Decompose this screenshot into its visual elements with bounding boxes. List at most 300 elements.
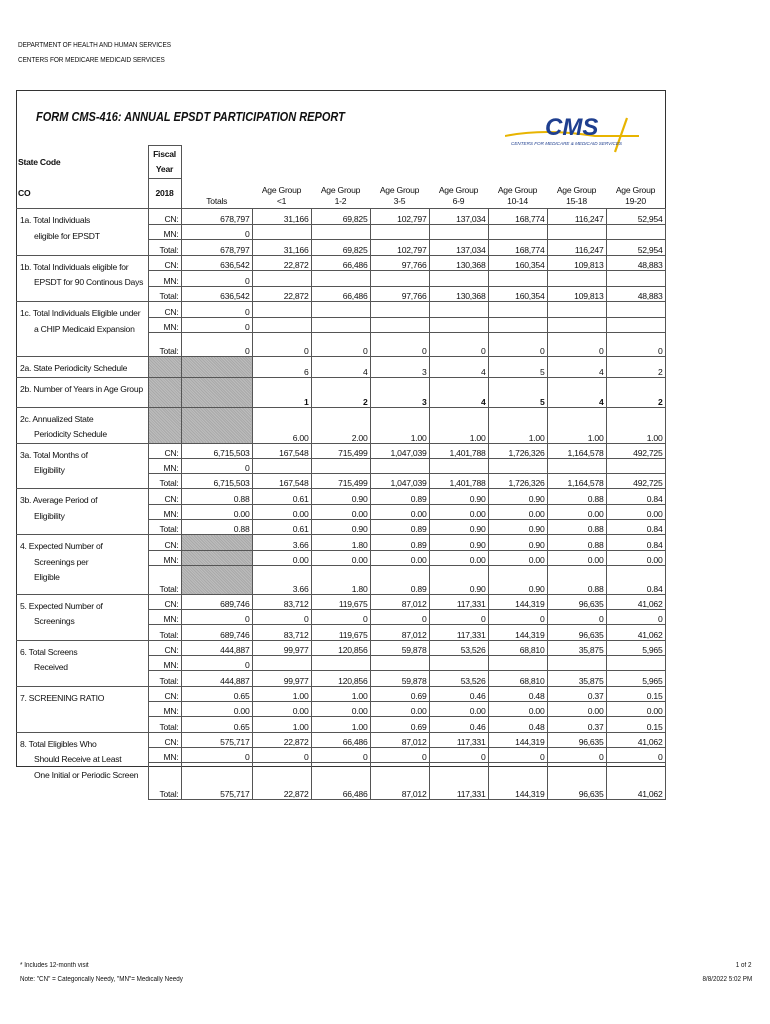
fiscal-year-label xyxy=(148,146,181,179)
r4-mn-cell-3: 0.00 xyxy=(311,550,370,565)
r6-cn-cell-4: 59,878 xyxy=(370,640,429,655)
r6-tot-cell-1: 444,887 xyxy=(181,671,252,686)
r2b-age-cell-0: 1 xyxy=(252,377,311,407)
age-header-3-title: Age Group xyxy=(438,185,479,195)
r6-cn-cell-3: 120,856 xyxy=(311,640,370,655)
r1b-cn-cell-6: 160,354 xyxy=(488,255,547,271)
r6-tot-cell-6: 68,810 xyxy=(488,671,547,686)
r5-mn-cell-0: MN: xyxy=(148,610,181,625)
r4-cn-cell-3: 1.80 xyxy=(311,535,370,550)
row-label-r5 xyxy=(16,594,148,640)
r7-tot-cell-3: 1.00 xyxy=(311,717,370,732)
r3b-mn-cell-1: 0.00 xyxy=(181,504,252,519)
age-header-2 xyxy=(370,179,429,209)
r3a-mn-cell-4 xyxy=(370,458,429,473)
age-header-2-range: 3-5 xyxy=(393,195,406,206)
cms-logo-text: CMS xyxy=(545,114,599,141)
r1c-mn-cell-2 xyxy=(252,317,311,333)
r8-tot-cell-2: 22,872 xyxy=(252,763,311,800)
r8-mn-cell-0: MN: xyxy=(148,747,181,762)
row-label-r8-line2: Should Receive at Least xyxy=(34,754,122,765)
r3a-cn-cell-6: 1,726,326 xyxy=(488,443,547,458)
r5-mn-cell-2: 0 xyxy=(252,610,311,625)
r7-tot-cell-7: 0.37 xyxy=(547,717,606,732)
r7-tot-cell-5: 0.46 xyxy=(429,717,488,732)
r1c-mn-cell-4 xyxy=(370,317,429,333)
r1a-cn-cell-2: 31,166 xyxy=(252,209,311,225)
r8-cn-cell-0: CN: xyxy=(148,732,181,747)
r3a-tot-cell-3: 715,499 xyxy=(311,474,370,489)
r3b-tot-cell-0: Total: xyxy=(148,519,181,534)
footnote-12-month: * Includes 12-month visit xyxy=(20,962,89,969)
r2c-age-cell-6: 1.00 xyxy=(606,407,665,443)
r1c-cn-cell-0: CN: xyxy=(148,302,181,318)
r5-cn-cell-0: CN: xyxy=(148,594,181,609)
r3a-cn-cell-4: 1,047,039 xyxy=(370,443,429,458)
row-label-r4-line1: 4. Expected Number of xyxy=(20,541,103,552)
age-header-0-range: <1 xyxy=(276,195,287,206)
r3b-mn-cell-3: 0.00 xyxy=(311,504,370,519)
r2c-age-cell-2: 1.00 xyxy=(370,407,429,443)
r2a-age-cell-6: 2 xyxy=(606,357,665,378)
r1b-cn-cell-3: 66,486 xyxy=(311,255,370,271)
age-header-0-title: Age Group xyxy=(261,185,302,195)
r1a-cn-cell-6: 168,774 xyxy=(488,209,547,225)
r6-mn-cell-1: 0 xyxy=(181,656,252,671)
r8-cn-cell-7: 96,635 xyxy=(547,732,606,747)
r5-tot-cell-4: 87,012 xyxy=(370,625,429,640)
row-label-r1b-line1: 1b. Total Individuals eligible for xyxy=(20,261,129,272)
r4-mn-cell-4: 0.00 xyxy=(370,550,429,565)
r1b-mn-cell-7 xyxy=(547,271,606,287)
r2b-type-cell xyxy=(148,377,181,407)
r4-tot-cell-0: Total: xyxy=(148,565,181,594)
r1c-tot-cell-3: 0 xyxy=(311,333,370,357)
r1a-tot-cell-7: 116,247 xyxy=(547,240,606,256)
r4-cn-cell-2: 3.66 xyxy=(252,535,311,550)
r7-cn-cell-4: 0.69 xyxy=(370,686,429,701)
row-label-r6 xyxy=(16,640,148,686)
r4-cn-cell-6: 0.90 xyxy=(488,535,547,550)
row-label-r3a-line1: 3a. Total Months of xyxy=(20,449,88,460)
row-label-r7 xyxy=(16,686,148,732)
r8-mn-cell-6: 0 xyxy=(488,747,547,762)
r7-mn-cell-1: 0.00 xyxy=(181,701,252,716)
r8-tot-cell-8: 41,062 xyxy=(606,763,665,800)
row-label-r2c xyxy=(16,407,148,443)
r3a-cn-cell-0: CN: xyxy=(148,443,181,458)
r3a-cn-cell-8: 492,725 xyxy=(606,443,665,458)
r3b-mn-cell-4: 0.00 xyxy=(370,504,429,519)
r6-cn-cell-2: 99,977 xyxy=(252,640,311,655)
r1b-cn-cell-8: 48,883 xyxy=(606,255,665,271)
r1a-cn-cell-3: 69,825 xyxy=(311,209,370,225)
r1c-mn-cell-1: 0 xyxy=(181,317,252,333)
r6-tot-cell-7: 35,875 xyxy=(547,671,606,686)
r1b-tot-cell-0: Total: xyxy=(148,286,181,302)
r6-tot-cell-4: 59,878 xyxy=(370,671,429,686)
r3a-tot-cell-6: 1,726,326 xyxy=(488,474,547,489)
r4-cn-cell-1 xyxy=(181,535,252,550)
r5-tot-cell-2: 83,712 xyxy=(252,625,311,640)
r2a-age-cell-5: 4 xyxy=(547,357,606,378)
form-title: FORM CMS-416: ANNUAL EPSDT PARTICIPATION REPORT xyxy=(36,110,345,124)
r2b-age-cell-4: 5 xyxy=(488,377,547,407)
r3a-tot-cell-4: 1,047,039 xyxy=(370,474,429,489)
r4-tot-cell-6: 0.90 xyxy=(488,565,547,594)
r5-mn-cell-6: 0 xyxy=(488,610,547,625)
r5-tot-cell-3: 119,675 xyxy=(311,625,370,640)
age-header-3 xyxy=(429,179,488,209)
r5-tot-cell-7: 96,635 xyxy=(547,625,606,640)
r1c-tot-cell-0: Total: xyxy=(148,333,181,357)
row-label-r1a xyxy=(16,209,148,256)
r8-mn-cell-2: 0 xyxy=(252,747,311,762)
r3a-cn-cell-3: 715,499 xyxy=(311,443,370,458)
r5-mn-cell-7: 0 xyxy=(547,610,606,625)
r3b-cn-cell-4: 0.89 xyxy=(370,489,429,504)
r1b-cn-cell-0: CN: xyxy=(148,255,181,271)
r4-mn-cell-8: 0.00 xyxy=(606,550,665,565)
r4-cn-cell-0: CN: xyxy=(148,535,181,550)
print-timestamp: 8/8/2022 5:02 PM xyxy=(702,976,752,983)
r3b-cn-cell-5: 0.90 xyxy=(429,489,488,504)
r4-mn-cell-5: 0.00 xyxy=(429,550,488,565)
r1c-tot-cell-5: 0 xyxy=(429,333,488,357)
r6-mn-cell-7 xyxy=(547,656,606,671)
r4-mn-cell-2: 0.00 xyxy=(252,550,311,565)
r3b-mn-cell-2: 0.00 xyxy=(252,504,311,519)
r1b-tot-cell-1: 636,542 xyxy=(181,286,252,302)
r3a-tot-cell-8: 492,725 xyxy=(606,474,665,489)
r1b-mn-cell-3 xyxy=(311,271,370,287)
r6-mn-cell-2 xyxy=(252,656,311,671)
totals-header: Totals xyxy=(206,195,228,206)
r7-mn-cell-3: 0.00 xyxy=(311,701,370,716)
state-code-label: State Code xyxy=(18,156,61,167)
r8-cn-cell-6: 144,319 xyxy=(488,732,547,747)
r1b-mn-cell-8 xyxy=(606,271,665,287)
r7-cn-cell-1: 0.65 xyxy=(181,686,252,701)
age-header-0 xyxy=(252,179,311,209)
r3b-tot-cell-8: 0.84 xyxy=(606,519,665,534)
r1a-mn-cell-0: MN: xyxy=(148,224,181,240)
row-label-r2a-line1: 2a. State Periodicity Schedule xyxy=(20,363,128,373)
r1b-cn-cell-5: 130,368 xyxy=(429,255,488,271)
age-header-4-title: Age Group xyxy=(497,185,538,195)
r1b-tot-cell-2: 22,872 xyxy=(252,286,311,302)
r8-tot-cell-7: 96,635 xyxy=(547,763,606,800)
r6-tot-cell-8: 5,965 xyxy=(606,671,665,686)
row-label-r5-line1: 5. Expected Number of xyxy=(20,600,103,611)
r6-cn-cell-1: 444,887 xyxy=(181,640,252,655)
r1a-tot-cell-2: 31,166 xyxy=(252,240,311,256)
department-header: DEPARTMENT OF HEALTH AND HUMAN SERVICES xyxy=(18,40,171,49)
r7-tot-cell-8: 0.15 xyxy=(606,717,665,732)
r7-mn-cell-7: 0.00 xyxy=(547,701,606,716)
r3b-tot-cell-3: 0.90 xyxy=(311,519,370,534)
r2b-age-cell-5: 4 xyxy=(547,377,606,407)
r3b-cn-cell-8: 0.84 xyxy=(606,489,665,504)
r1b-mn-cell-2 xyxy=(252,271,311,287)
r7-cn-cell-7: 0.37 xyxy=(547,686,606,701)
r1a-cn-cell-5: 137,034 xyxy=(429,209,488,225)
r2a-totals-cell xyxy=(181,357,252,378)
r8-cn-cell-8: 41,062 xyxy=(606,732,665,747)
r2b-age-cell-6: 2 xyxy=(606,377,665,407)
r1a-mn-cell-6 xyxy=(488,224,547,240)
r8-tot-cell-6: 144,319 xyxy=(488,763,547,800)
r3b-cn-cell-3: 0.90 xyxy=(311,489,370,504)
r5-mn-cell-5: 0 xyxy=(429,610,488,625)
r1a-tot-cell-1: 678,797 xyxy=(181,240,252,256)
r8-tot-cell-4: 87,012 xyxy=(370,763,429,800)
r2b-age-cell-2: 3 xyxy=(370,377,429,407)
r3a-mn-cell-3 xyxy=(311,458,370,473)
r7-mn-cell-8: 0.00 xyxy=(606,701,665,716)
r1a-cn-cell-4: 102,797 xyxy=(370,209,429,225)
r2a-age-cell-4: 5 xyxy=(488,357,547,378)
r3a-cn-cell-7: 1,164,578 xyxy=(547,443,606,458)
age-header-6-title: Age Group xyxy=(615,185,656,195)
r6-mn-cell-0: MN: xyxy=(148,656,181,671)
r3a-mn-cell-1: 0 xyxy=(181,458,252,473)
r5-tot-cell-5: 117,331 xyxy=(429,625,488,640)
r8-cn-cell-2: 22,872 xyxy=(252,732,311,747)
r6-cn-cell-7: 35,875 xyxy=(547,640,606,655)
r1b-tot-cell-6: 160,354 xyxy=(488,286,547,302)
r1a-mn-cell-3 xyxy=(311,224,370,240)
r3a-tot-cell-7: 1,164,578 xyxy=(547,474,606,489)
r1c-cn-cell-8 xyxy=(606,302,665,318)
row-label-r5-line2: Screenings xyxy=(34,616,75,627)
r7-mn-cell-4: 0.00 xyxy=(370,701,429,716)
r3b-cn-cell-0: CN: xyxy=(148,489,181,504)
r3a-cn-cell-2: 167,548 xyxy=(252,443,311,458)
r1a-mn-cell-5 xyxy=(429,224,488,240)
r1c-tot-cell-8: 0 xyxy=(606,333,665,357)
r1c-mn-cell-3 xyxy=(311,317,370,333)
r3b-tot-cell-1: 0.88 xyxy=(181,519,252,534)
row-label-r3b xyxy=(16,489,148,535)
r2b-totals-cell xyxy=(181,377,252,407)
r1c-mn-cell-0: MN: xyxy=(148,317,181,333)
r7-tot-cell-2: 1.00 xyxy=(252,717,311,732)
r2a-type-cell xyxy=(148,357,181,378)
r6-cn-cell-5: 53,526 xyxy=(429,640,488,655)
r3b-mn-cell-7: 0.00 xyxy=(547,504,606,519)
r3a-mn-cell-7 xyxy=(547,458,606,473)
age-header-5-range: 15-18 xyxy=(566,195,587,206)
row-label-r8-line1: 8. Total Eligibles Who xyxy=(20,738,97,749)
r1c-cn-cell-3 xyxy=(311,302,370,318)
r2c-age-cell-5: 1.00 xyxy=(547,407,606,443)
r1a-tot-cell-0: Total: xyxy=(148,240,181,256)
r8-mn-cell-1: 0 xyxy=(181,747,252,762)
r2c-age-cell-0: 6.00 xyxy=(252,407,311,443)
r4-mn-cell-1 xyxy=(181,550,252,565)
r3b-cn-cell-7: 0.88 xyxy=(547,489,606,504)
r3a-mn-cell-2 xyxy=(252,458,311,473)
r1c-cn-cell-7 xyxy=(547,302,606,318)
r6-mn-cell-3 xyxy=(311,656,370,671)
r1b-mn-cell-5 xyxy=(429,271,488,287)
r1c-mn-cell-6 xyxy=(488,317,547,333)
r8-mn-cell-8: 0 xyxy=(606,747,665,762)
r3b-cn-cell-2: 0.61 xyxy=(252,489,311,504)
r2c-age-cell-4: 1.00 xyxy=(488,407,547,443)
r1a-tot-cell-5: 137,034 xyxy=(429,240,488,256)
r5-cn-cell-6: 144,319 xyxy=(488,594,547,609)
row-label-r8 xyxy=(16,732,148,800)
r8-tot-cell-3: 66,486 xyxy=(311,763,370,800)
r3a-mn-cell-8 xyxy=(606,458,665,473)
r1a-mn-cell-8 xyxy=(606,224,665,240)
r1a-tot-cell-3: 69,825 xyxy=(311,240,370,256)
r1c-cn-cell-2 xyxy=(252,302,311,318)
r4-tot-cell-5: 0.90 xyxy=(429,565,488,594)
cms-logo-tagline: CENTERS FOR MEDICARE & MEDICAID SERVICES xyxy=(511,141,622,146)
r7-cn-cell-6: 0.48 xyxy=(488,686,547,701)
row-label-r4 xyxy=(16,535,148,595)
r4-mn-cell-0: MN: xyxy=(148,550,181,565)
r7-tot-cell-1: 0.65 xyxy=(181,717,252,732)
r3b-mn-cell-6: 0.00 xyxy=(488,504,547,519)
r8-mn-cell-4: 0 xyxy=(370,747,429,762)
r1a-tot-cell-4: 102,797 xyxy=(370,240,429,256)
r7-cn-cell-3: 1.00 xyxy=(311,686,370,701)
r3b-mn-cell-0: MN: xyxy=(148,504,181,519)
row-label-r1b xyxy=(16,255,148,302)
r7-cn-cell-5: 0.46 xyxy=(429,686,488,701)
age-header-1 xyxy=(311,179,370,209)
r1a-mn-cell-7 xyxy=(547,224,606,240)
row-label-r2c-line1: 2c. Annualized State xyxy=(20,413,94,424)
r8-mn-cell-7: 0 xyxy=(547,747,606,762)
r1b-cn-cell-1: 636,542 xyxy=(181,255,252,271)
age-header-3-range: 6-9 xyxy=(452,195,465,206)
r6-tot-cell-2: 99,977 xyxy=(252,671,311,686)
row-label-r1a-line2: eligible for EPSDT xyxy=(34,230,100,241)
r2a-age-cell-1: 4 xyxy=(311,357,370,378)
r3b-tot-cell-7: 0.88 xyxy=(547,519,606,534)
r7-mn-cell-6: 0.00 xyxy=(488,701,547,716)
r6-tot-cell-5: 53,526 xyxy=(429,671,488,686)
r8-tot-cell-1: 575,717 xyxy=(181,763,252,800)
r1b-mn-cell-4 xyxy=(370,271,429,287)
row-label-r3a xyxy=(16,443,148,489)
r7-mn-cell-2: 0.00 xyxy=(252,701,311,716)
r1b-mn-cell-0: MN: xyxy=(148,271,181,287)
r2c-age-cell-1: 2.00 xyxy=(311,407,370,443)
age-header-5-title: Age Group xyxy=(556,185,597,195)
r3b-cn-cell-6: 0.90 xyxy=(488,489,547,504)
r1b-mn-cell-6 xyxy=(488,271,547,287)
r1a-tot-cell-6: 168,774 xyxy=(488,240,547,256)
r5-mn-cell-8: 0 xyxy=(606,610,665,625)
row-label-r3a-line2: Eligibility xyxy=(34,465,65,475)
r2a-age-cell-3: 4 xyxy=(429,357,488,378)
r1c-tot-cell-2: 0 xyxy=(252,333,311,357)
row-label-r7-line1: 7. SCREENING RATIO xyxy=(20,692,105,703)
r1b-tot-cell-7: 109,813 xyxy=(547,286,606,302)
r6-cn-cell-8: 5,965 xyxy=(606,640,665,655)
r2c-age-cell-3: 1.00 xyxy=(429,407,488,443)
r8-mn-cell-3: 0 xyxy=(311,747,370,762)
r1c-mn-cell-7 xyxy=(547,317,606,333)
state-value: CO xyxy=(18,187,31,198)
r5-cn-cell-2: 83,712 xyxy=(252,594,311,609)
row-label-r3b-line2: Eligibility xyxy=(34,510,65,521)
r1c-mn-cell-5 xyxy=(429,317,488,333)
r3b-mn-cell-5: 0.00 xyxy=(429,504,488,519)
r6-tot-cell-0: Total: xyxy=(148,671,181,686)
r6-cn-cell-0: CN: xyxy=(148,640,181,655)
row-label-r2b xyxy=(16,377,148,407)
row-label-r1c xyxy=(16,302,148,357)
row-label-r4-line3: Eligible xyxy=(34,572,60,583)
r4-mn-cell-6: 0.00 xyxy=(488,550,547,565)
fiscal-year-label-line2: Year xyxy=(155,164,174,174)
row-label-r2c-line2: Periodicity Schedule xyxy=(34,429,107,439)
r4-tot-cell-7: 0.88 xyxy=(547,565,606,594)
age-header-6 xyxy=(606,179,665,209)
r5-cn-cell-5: 117,331 xyxy=(429,594,488,609)
r4-tot-cell-1 xyxy=(181,565,252,594)
r2a-age-cell-2: 3 xyxy=(370,357,429,378)
r3b-tot-cell-4: 0.89 xyxy=(370,519,429,534)
r1b-tot-cell-4: 97,766 xyxy=(370,286,429,302)
r1c-cn-cell-1: 0 xyxy=(181,302,252,318)
r1c-tot-cell-7: 0 xyxy=(547,333,606,357)
r3a-mn-cell-0: MN: xyxy=(148,458,181,473)
r3a-tot-cell-5: 1,401,788 xyxy=(429,474,488,489)
r1a-mn-cell-1: 0 xyxy=(181,224,252,240)
r1c-mn-cell-8 xyxy=(606,317,665,333)
r3a-mn-cell-5 xyxy=(429,458,488,473)
r6-mn-cell-4 xyxy=(370,656,429,671)
r3a-mn-cell-6 xyxy=(488,458,547,473)
r1a-tot-cell-8: 52,954 xyxy=(606,240,665,256)
r1a-cn-cell-0: CN: xyxy=(148,209,181,225)
fiscal-year-label-line1: Fiscal xyxy=(153,149,176,159)
r7-cn-cell-0: CN: xyxy=(148,686,181,701)
r6-cn-cell-6: 68,810 xyxy=(488,640,547,655)
r3a-cn-cell-5: 1,401,788 xyxy=(429,443,488,458)
r8-tot-cell-5: 117,331 xyxy=(429,763,488,800)
age-header-1-range: 1-2 xyxy=(334,195,347,206)
r5-cn-cell-8: 41,062 xyxy=(606,594,665,609)
r4-tot-cell-4: 0.89 xyxy=(370,565,429,594)
row-label-r1c-line1: 1c. Total Individuals Eligible under xyxy=(20,308,141,318)
r1a-cn-cell-1: 678,797 xyxy=(181,209,252,225)
r1c-tot-cell-4: 0 xyxy=(370,333,429,357)
row-label-r1a-line1: 1a. Total Individuals xyxy=(20,215,91,225)
r5-cn-cell-3: 119,675 xyxy=(311,594,370,609)
r8-cn-cell-4: 87,012 xyxy=(370,732,429,747)
r3a-cn-cell-1: 6,715,503 xyxy=(181,443,252,458)
r8-cn-cell-1: 575,717 xyxy=(181,732,252,747)
r1b-mn-cell-1: 0 xyxy=(181,271,252,287)
row-label-r6-line1: 6. Total Screens xyxy=(20,646,78,657)
r8-mn-cell-5: 0 xyxy=(429,747,488,762)
r5-tot-cell-8: 41,062 xyxy=(606,625,665,640)
row-label-r2b-line1: 2b. Number of Years in Age Group xyxy=(20,383,143,394)
r3a-tot-cell-1: 6,715,503 xyxy=(181,474,252,489)
r5-mn-cell-1: 0 xyxy=(181,610,252,625)
participation-table xyxy=(16,145,666,800)
r7-tot-cell-0: Total: xyxy=(148,717,181,732)
